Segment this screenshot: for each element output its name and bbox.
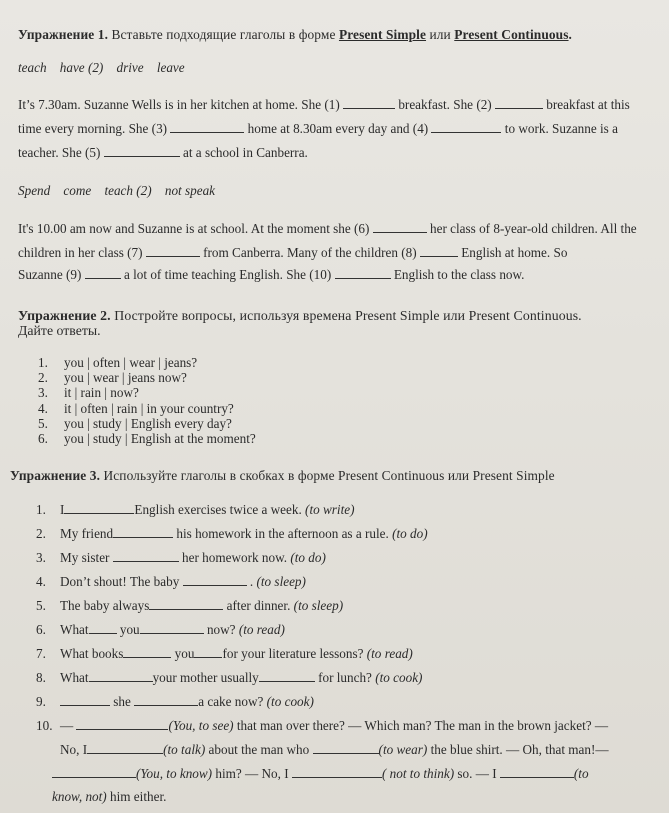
text: breakfast. She (2) <box>395 97 495 112</box>
item-number: 3. <box>36 550 46 565</box>
hint: (to sleep) <box>293 598 344 613</box>
ex3-item-4 <box>36 573 306 590</box>
blank[interactable] <box>123 645 171 658</box>
item-number: 6. <box>38 431 48 447</box>
item-number: 6. <box>36 622 46 637</box>
blank[interactable] <box>76 717 168 730</box>
blank-10[interactable] <box>335 266 391 279</box>
text: about the man who <box>205 742 313 757</box>
verb: have (2) <box>59 60 104 75</box>
text: The baby always <box>60 598 150 613</box>
hint: (to write) <box>305 502 355 517</box>
ex1-p1-line2 <box>18 120 618 137</box>
list-item <box>38 385 256 400</box>
ex3-item-5 <box>36 597 343 614</box>
hint: know, not) <box>52 789 107 804</box>
ex3-item-3 <box>36 549 326 566</box>
item-number: 1. <box>38 355 48 370</box>
ex2-question-list <box>38 355 256 446</box>
item-text: you | often | wear | jeans? <box>64 355 198 370</box>
verb: drive <box>116 60 144 75</box>
hint: (to do) <box>290 550 326 565</box>
text: English to the class now. <box>390 267 525 282</box>
blank-7[interactable] <box>146 244 200 257</box>
verb: not speak <box>164 183 216 198</box>
ex1-p2-line1 <box>18 220 637 237</box>
item-number: 7. <box>36 646 46 661</box>
hint: ( not to think) <box>381 766 455 781</box>
ex1-verbs-1 <box>18 60 185 76</box>
text: from Canberra. Many of the children (8) <box>199 245 420 260</box>
blank[interactable] <box>313 741 379 754</box>
text: her class of 8-year-old children. All the <box>426 221 637 236</box>
blank-6[interactable] <box>373 220 427 233</box>
text: teacher. She (5) <box>18 145 104 160</box>
hint: (to read) <box>238 622 285 637</box>
text: now? <box>203 622 236 637</box>
blank[interactable] <box>194 645 222 658</box>
ex3-item-10-line4 <box>52 789 166 805</box>
list-item <box>38 355 256 370</box>
ex1-p1-line3 <box>18 144 308 161</box>
item-number: 10. <box>36 718 53 733</box>
hint: (to cook) <box>375 670 423 685</box>
item-number: 4. <box>38 400 48 416</box>
item-number: 3. <box>38 385 48 401</box>
text: for lunch? <box>314 670 372 685</box>
ex3-item-1 <box>36 501 355 518</box>
blank[interactable] <box>149 597 223 610</box>
blank[interactable] <box>64 501 134 514</box>
hint: (to read) <box>366 646 413 661</box>
text: I <box>60 502 65 517</box>
item-number: 5. <box>38 415 48 431</box>
item-text: you | wear | jeans now? <box>64 370 187 386</box>
text: — <box>60 718 74 733</box>
blank[interactable] <box>134 693 198 706</box>
ex3-item-2 <box>36 525 428 542</box>
ex1-title-bold: Упражнение 1. <box>18 27 109 42</box>
text: him? — No, I <box>212 766 292 781</box>
text: children in her class (7) <box>18 245 146 260</box>
ex3-item-6 <box>36 621 285 638</box>
text: My friend <box>60 526 114 541</box>
ex1-present-simple: Present Simple <box>338 27 427 42</box>
item-number: 8. <box>36 670 46 685</box>
blank[interactable] <box>292 765 382 778</box>
blank[interactable] <box>259 669 315 682</box>
blank-9[interactable] <box>85 266 121 279</box>
text: him either. <box>106 789 167 804</box>
text: to work. Suzanne is a <box>501 121 618 136</box>
text: for your literature lessons? <box>222 646 364 661</box>
item-text: it | rain | now? <box>64 385 139 401</box>
blank-5[interactable] <box>104 144 180 157</box>
text: breakfast at this <box>543 97 630 112</box>
ex3-item-10-line3 <box>52 765 589 782</box>
text: What <box>60 622 89 637</box>
text: It's 10.00 am now and Suzanne is at school. At the moment she (6) <box>18 221 373 236</box>
ex3-title <box>10 468 555 484</box>
blank-4[interactable] <box>431 120 501 133</box>
ex3-item-10-line2 <box>60 741 609 758</box>
blank[interactable] <box>89 669 153 682</box>
text: she <box>110 694 131 709</box>
blank[interactable] <box>183 573 247 586</box>
ex1-p1-line1 <box>18 96 630 113</box>
ex1-verbs-2 <box>18 183 215 199</box>
item-number: 9. <box>36 694 46 709</box>
hint: (to <box>573 766 589 781</box>
ex3-title-bold: Упражнение 3. <box>10 468 101 483</box>
blank-2[interactable] <box>495 96 543 109</box>
text: your mother usually <box>152 670 259 685</box>
item-text: it | often | rain | in your country? <box>64 400 234 416</box>
blank[interactable] <box>500 765 574 778</box>
text: Suzanne (9) <box>18 267 85 282</box>
blank[interactable] <box>87 741 163 754</box>
text: home at 8.30am every day and (4) <box>244 121 432 136</box>
blank[interactable] <box>113 549 179 562</box>
hint: (to cook) <box>266 694 314 709</box>
item-number: 2. <box>38 370 48 386</box>
ex2-title-bold: Упражнение 2. <box>18 308 111 323</box>
hint: (You, to know) <box>136 766 213 781</box>
list-item <box>38 416 256 431</box>
ex1-title-end: . <box>568 27 572 42</box>
blank[interactable] <box>89 621 117 634</box>
text: her homework now. <box>178 550 288 565</box>
blank-3[interactable] <box>170 120 244 133</box>
text: English exercises twice a week. <box>134 502 302 517</box>
item-text: you | study | English every day? <box>64 415 232 431</box>
blank[interactable] <box>52 765 136 778</box>
ex3-item-10-line1 <box>36 717 608 734</box>
item-number: 2. <box>36 526 46 541</box>
ex1-present-continuous: Present Continuous <box>454 27 569 42</box>
blank[interactable] <box>140 621 204 634</box>
hint: (to wear) <box>378 742 428 757</box>
list-item <box>38 370 256 385</box>
ex3-item-9 <box>36 693 314 710</box>
ex1-title-text: Вставьте подходящие глаголы в форме <box>111 27 336 42</box>
verb: teach <box>18 60 47 75</box>
text: his homework in the afternoon as a rule. <box>173 526 389 541</box>
text: No, I <box>60 742 88 757</box>
list-item <box>38 431 256 446</box>
verb: Spend <box>18 183 51 198</box>
verb: teach (2) <box>104 183 152 198</box>
item-text: you | study | English at the moment? <box>64 431 256 447</box>
blank-1[interactable] <box>343 96 395 109</box>
item-number: 5. <box>36 598 46 613</box>
hint: (to sleep) <box>256 574 306 589</box>
blank[interactable] <box>60 693 110 706</box>
text: you <box>171 646 195 661</box>
text: What books <box>60 646 124 661</box>
text: . <box>246 574 257 589</box>
text: Don’t shout! The baby <box>60 574 180 589</box>
text: you <box>116 622 140 637</box>
text: so. — I <box>454 766 500 781</box>
blank[interactable] <box>113 525 173 538</box>
text: time every morning. She (3) <box>18 121 171 136</box>
ex1-title <box>18 27 572 43</box>
text: the blue shirt. — Oh, that man!— <box>427 742 609 757</box>
item-number: 4. <box>36 574 46 589</box>
ex1-p2-line3 <box>18 266 524 283</box>
text: at a school in Canberra. <box>179 145 308 160</box>
text: My sister <box>60 550 110 565</box>
ex2-title <box>18 308 582 324</box>
ex2-title-line2: Дайте ответы. <box>18 323 101 338</box>
text: after dinner. <box>223 598 291 613</box>
text: It’s 7.30am. Suzanne Wells is in her kitchen at home. She (1) <box>18 97 344 112</box>
ex3-item-7 <box>36 645 413 662</box>
verb: leave <box>156 60 185 75</box>
text: a cake now? <box>198 694 264 709</box>
text: What <box>60 670 89 685</box>
item-number: 1. <box>36 502 46 517</box>
hint: (to talk) <box>163 742 206 757</box>
hint: (to do) <box>392 526 428 541</box>
ex3-title-text: Используйте глаголы в скобках в форме Present Continuous или Present Simple <box>103 468 555 483</box>
list-item <box>38 401 256 416</box>
blank-8[interactable] <box>420 244 458 257</box>
verb: come <box>63 183 92 198</box>
ex1-or: или <box>429 27 451 42</box>
ex2-title-text: Постройте вопросы, используя времена Present Simple или Present Continuous. <box>114 308 582 323</box>
ex1-p2-line2 <box>18 244 567 261</box>
ex3-item-8 <box>36 669 422 686</box>
hint: (You, to see) <box>168 718 234 733</box>
text: a lot of time teaching English. She (10) <box>120 267 335 282</box>
text: English at home. So <box>457 245 568 260</box>
text: that man over there? — Which man? The man in the brown jacket? — <box>233 718 609 733</box>
